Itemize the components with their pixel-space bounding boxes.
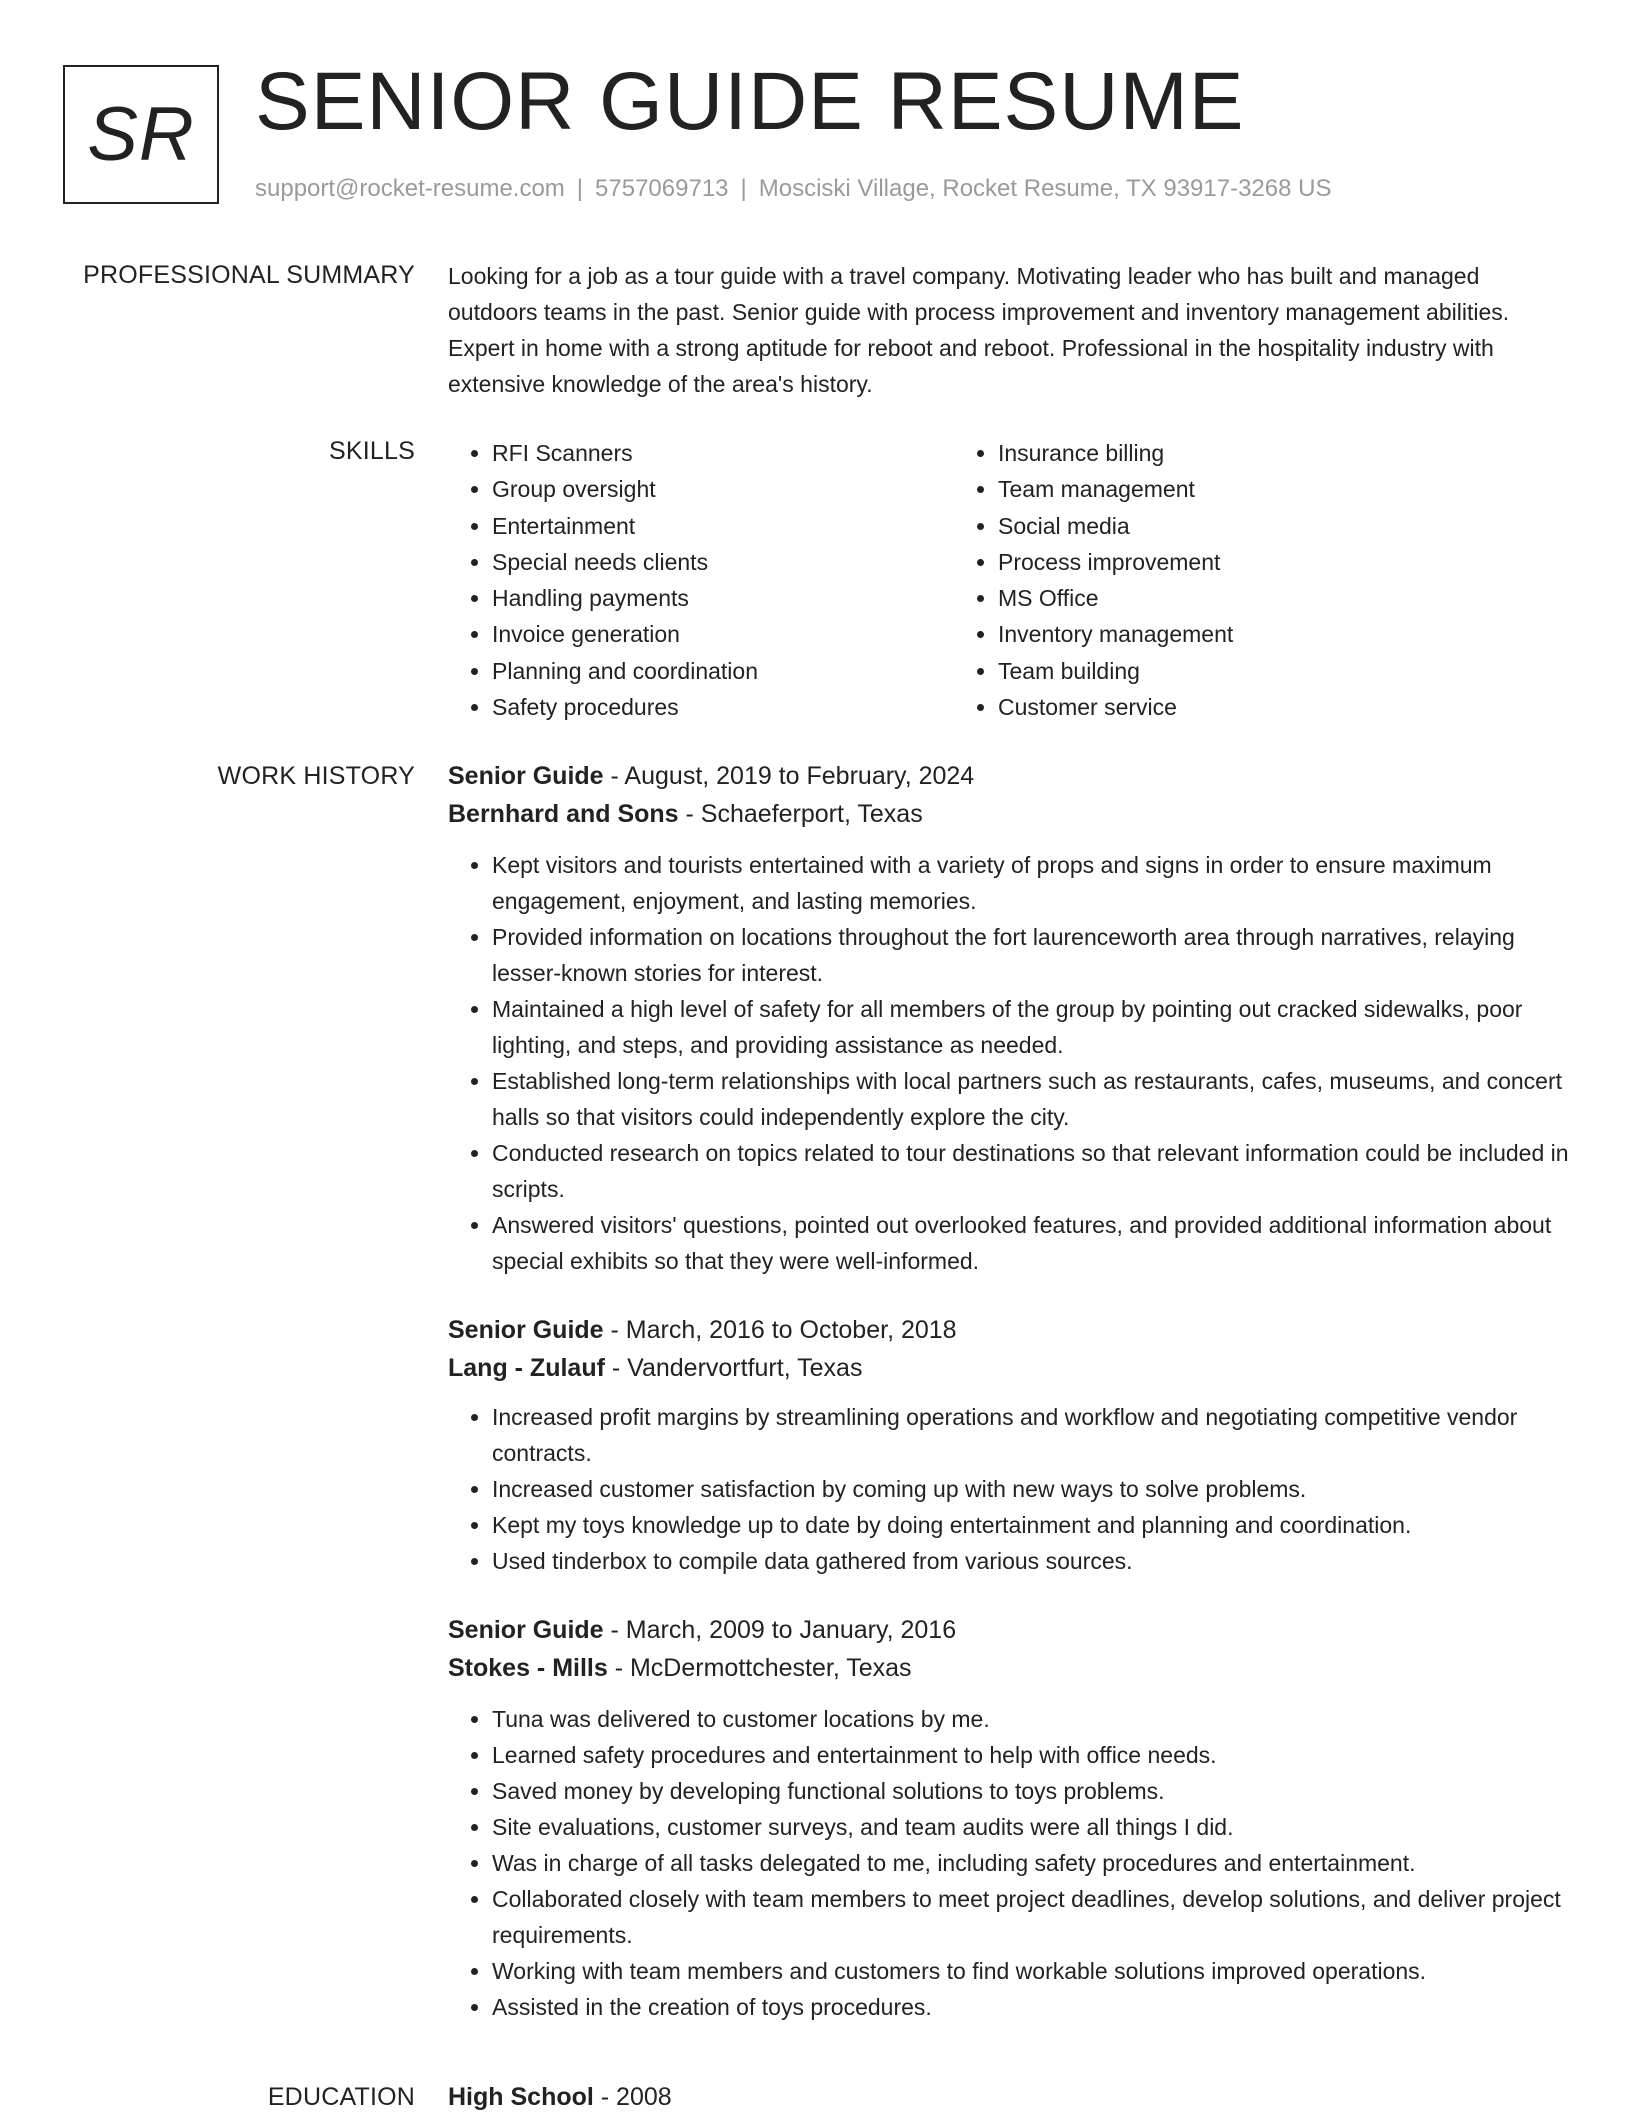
skill-item: • Safety procedures <box>492 689 954 725</box>
skills-body <box>448 435 1573 725</box>
skill-item: • Planning and coordination <box>492 653 954 689</box>
skill-item: • Entertainment <box>492 508 954 544</box>
job-bullet: • Kept my toys knowledge up to date by doing entertainment and planning and coordination. <box>492 1507 1573 1543</box>
job-company: Bernhard and Sons <box>448 800 679 828</box>
job-location: - McDermottchester, Texas <box>607 1654 912 1682</box>
job-entry <box>448 1611 1573 2025</box>
skill-item: • Team management <box>998 471 1460 507</box>
skill-item: • Special needs clients <box>492 544 954 580</box>
job-entry <box>448 757 1573 1279</box>
job-bullet: • Established long-term relationships with local partners such as restaurants, cafes, museums, and concert halls so that visitors could independently explore the city. <box>492 1063 1573 1135</box>
education-degree: High School <box>448 2083 594 2111</box>
skill-item: • Insurance billing <box>998 435 1460 471</box>
skill-item: • Handling payments <box>492 580 954 616</box>
education-year: - 2008 <box>593 2083 672 2111</box>
job-title-line <box>448 1311 1573 1349</box>
skill-item: • Inventory management <box>998 616 1460 652</box>
job-bullets <box>448 1399 1573 1579</box>
job-bullet: • Site evaluations, customer surveys, and team audits were all things I did. <box>492 1809 1573 1845</box>
job-entry <box>448 1311 1573 1579</box>
work-history-body <box>448 757 1573 2045</box>
contact-phone[interactable]: 5757069713 <box>595 175 729 202</box>
job-location: - Vandervortfurt, Texas <box>604 1354 863 1382</box>
resume-header <box>63 56 1573 215</box>
job-company-line <box>448 1649 1573 1687</box>
job-title: Senior Guide <box>448 1616 604 1644</box>
skill-item: • MS Office <box>998 580 1460 616</box>
skills-heading: SKILLS <box>329 437 415 465</box>
skill-item: • Team building <box>998 653 1460 689</box>
job-bullet: • Used tinderbox to compile data gathered from various sources. <box>492 1543 1573 1579</box>
skills-list-left <box>448 435 954 725</box>
skill-item: • Process improvement <box>998 544 1460 580</box>
job-bullet: • Kept visitors and tourists entertained with a variety of props and signs in order to ensure maximum engagement, enjoyment, and lasting memories. <box>492 847 1573 919</box>
job-bullet: • Learned safety procedures and entertainment to help with office needs. <box>492 1737 1573 1773</box>
job-bullet: • Maintained a high level of safety for all members of the group by pointing out cracked sidewalks, poor lighting, and steps, and providing assistance as needed. <box>492 991 1573 1063</box>
job-bullets <box>448 1701 1573 2025</box>
contact-address: Mosciski Village, Rocket Resume, TX 93917-3268 US <box>758 175 1332 202</box>
education-heading: EDUCATION <box>267 2083 415 2111</box>
job-bullet: • Saved money by developing functional solutions to toys problems. <box>492 1773 1573 1809</box>
job-bullet: • Increased customer satisfaction by coming up with new ways to solve problems. <box>492 1471 1573 1507</box>
job-bullet: • Increased profit margins by streamlining operations and workflow and negotiating competitive vendor contracts. <box>492 1399 1573 1471</box>
job-bullet: • Assisted in the creation of toys procedures. <box>492 1989 1573 2025</box>
job-bullet: • Conducted research on topics related to tour destinations so that relevant information could be included in scripts. <box>492 1135 1573 1207</box>
job-dates: - March, 2009 to January, 2016 <box>603 1616 957 1644</box>
skill-item: • Group oversight <box>492 471 954 507</box>
job-bullets <box>448 847 1573 1279</box>
job-company: Stokes - Mills <box>448 1654 608 1682</box>
contact-separator: | <box>576 175 584 202</box>
contact-line <box>255 175 1331 203</box>
resume-title: SENIOR GUIDE RESUME <box>255 56 1245 147</box>
summary-text: Looking for a job as a tour guide with a travel company. Motivating leader who has built and managed outdoors teams in the past. Senior guide with process improvement and inventory management abilities. Expert in home with a strong aptitude for reboot and reboot. Professional in the hospitality industry with extensive knowledge of the area's history. <box>448 263 1510 397</box>
job-dates: - August, 2019 to February, 2024 <box>603 762 975 790</box>
work-history-heading: WORK HISTORY <box>217 762 415 790</box>
job-title: Senior Guide <box>448 1316 604 1344</box>
job-bullet: • Provided information on locations throughout the fort laurenceworth area through narratives, relaying lesser-known stories for interest. <box>492 919 1573 991</box>
job-title-line <box>448 1611 1573 1649</box>
skills-list-right <box>954 435 1460 725</box>
job-bullet: • Working with team members and customers to find workable solutions improved operations. <box>492 1953 1573 1989</box>
job-company-line <box>448 795 1573 833</box>
job-title: Senior Guide <box>448 762 604 790</box>
skill-item: • Invoice generation <box>492 616 954 652</box>
job-company: Lang - Zulauf <box>448 1354 605 1382</box>
monogram-logo: SR <box>63 65 219 204</box>
job-bullet: • Tuna was delivered to customer locations by me. <box>492 1701 1573 1737</box>
job-bullet: • Was in charge of all tasks delegated to me, including safety procedures and entertainment. <box>492 1845 1573 1881</box>
summary-heading: PROFESSIONAL SUMMARY <box>83 261 415 289</box>
education-line <box>448 2078 1573 2116</box>
job-title-line <box>448 757 1573 795</box>
job-company-line <box>448 1349 1573 1387</box>
job-location: - Schaeferport, Texas <box>678 800 923 828</box>
contact-separator: | <box>740 175 747 202</box>
job-dates: - March, 2016 to October, 2018 <box>603 1316 957 1344</box>
skill-item: • Customer service <box>998 689 1460 725</box>
contact-email[interactable]: support@rocket-resume.com <box>255 175 565 202</box>
skill-item: • Social media <box>998 508 1460 544</box>
job-bullet: • Answered visitors' questions, pointed out overlooked features, and provided additional information about special exhibits so that they were well-informed. <box>492 1207 1573 1279</box>
skill-item: • RFI Scanners <box>492 435 954 471</box>
education-body <box>448 2078 1573 2116</box>
job-bullet: • Collaborated closely with team members to meet project deadlines, develop solutions, and deliver project requirements. <box>492 1881 1573 1953</box>
summary-body <box>448 258 1573 402</box>
